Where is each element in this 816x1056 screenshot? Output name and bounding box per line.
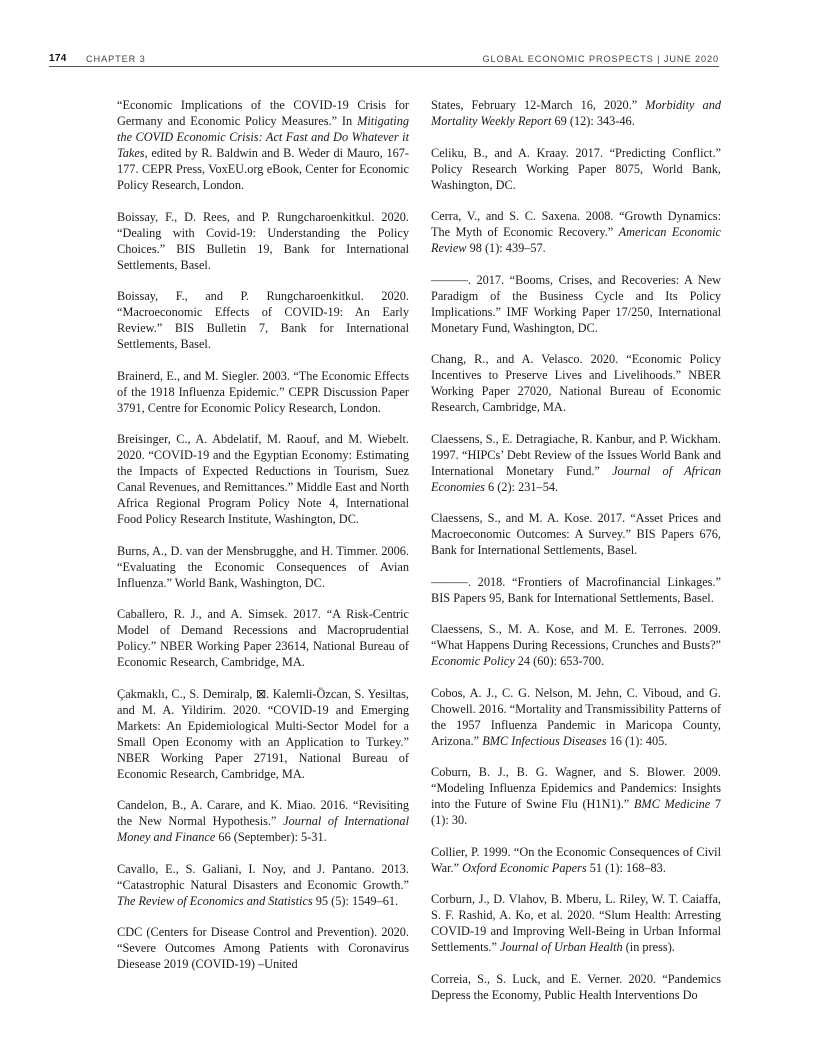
reference-title-italic: Journal of Urban Health [499, 940, 623, 954]
reference-text: 95 (5): 1549–61. [312, 893, 399, 908]
reference-text: Çakmaklı, C., S. Demiralp, ⊠. Kalemli-Özcan, S. Yesiltas, and M. A. Yildirim. 2020. “COVID-19 and Emerging Markets: An Epidemiological Multi-Sector Model for a Small Open Economy with an Application to Turkey.” NBER Working Paper 27191, National Bureau of Economic Research, Cambridge, MA. [117, 686, 409, 781]
reference-text: 98 (1): 439–57. [466, 241, 546, 255]
reference-entry [431, 844, 721, 876]
reference-entry [431, 574, 721, 606]
reference-text: Correia, S., S. Luck, and E. Verner. 2020. “Pandemics Depress the Economy, Public Health Interventions Do [431, 971, 721, 1002]
reference-entry [117, 686, 409, 782]
reference-text: States, February 12-March 16, 2020.” [431, 98, 646, 112]
reference-text: “Economic Implications of the COVID-19 Crisis for Germany and Economic Policy Measures.” In [117, 98, 409, 128]
reference-text: 16 (1): 405. [606, 733, 668, 748]
reference-entry [431, 621, 721, 669]
reference-text: ———. 2018. “Frontiers of Macrofinancial Linkages.” BIS Papers 95, Bank for International Settlements, Basel. [431, 574, 721, 605]
reference-text: Cerra, V., and S. C. Saxena. 2008. “Growth Dynamics: The Myth of Economic Recovery.” [431, 209, 721, 239]
reference-entry [117, 368, 409, 416]
reference-entry [431, 97, 721, 129]
page-number: 174 [49, 53, 67, 64]
reference-title-italic: Oxford Economic Papers [462, 860, 587, 875]
reference-text: Candelon, B., A. Carare, and K. Miao. 2016. “Revisiting the New Normal Hypothesis.” [117, 798, 409, 828]
reference-title-italic: Journal of International Money and Finance [117, 814, 409, 844]
reference-entry [431, 272, 721, 336]
reference-text: 51 (1): 168–83. [586, 860, 666, 875]
reference-entry [117, 924, 409, 972]
reference-title-italic: BMC Infectious Diseases [482, 733, 607, 748]
reference-text: ———. 2017. “Booms, Crises, and Recoveries: A New Paradigm of the Business Cycle and Its Policy Implications.” IMF Working Paper 17/250, International Monetary Fund, Washington, DC. [431, 272, 721, 335]
reference-entry [117, 797, 409, 845]
references-left-column [117, 97, 409, 988]
reference-text: CDC (Centers for Disease Control and Prevention). 2020. “Severe Outcomes Among Patients with Coronavirus Diesease 2019 (COVID-19) –United [117, 925, 409, 971]
reference-entry [431, 510, 721, 558]
reference-title-italic: Morbidity and Mortality Weekly Report [431, 98, 721, 128]
reference-entry [431, 208, 721, 256]
reference-text: 6 (2): 231–54. [484, 479, 559, 494]
reference-entry [431, 145, 721, 193]
reference-entry [117, 431, 409, 527]
reference-entry [117, 209, 409, 273]
reference-text: Boissay, F., and P. Rungcharoenkitkul. 2020. “Macroeconomic Effects of COVID-19: An Early Review.” BIS Bulletin 7, Bank for International Settlements, Basel. [117, 289, 409, 351]
reference-entry [117, 543, 409, 591]
reference-title-italic: BMC Medicine [633, 797, 711, 811]
reference-entry [117, 288, 409, 352]
reference-title-italic: Journal of African Economies [431, 463, 721, 494]
references-right-column [431, 97, 721, 1018]
reference-text: Celiku, B., and A. Kraay. 2017. “Predicting Conflict.” Policy Research Working Paper 8075, World Bank, Washington, DC. [431, 145, 721, 192]
reference-text: Claessens, S., E. Detragiache, R. Kanbur, and P. Wickham. 1997. “HIPCs’ Debt Review of the Issues World Bank and International Monetary Fund.” [431, 431, 721, 478]
chapter-label: CHAPTER 3 [86, 54, 146, 64]
reference-title-italic: The Review of Economics and Statistics [117, 893, 313, 908]
reference-text: (in press). [622, 940, 675, 954]
reference-entry [117, 606, 409, 670]
reference-text: Claessens, S., M. A. Kose, and M. E. Terrones. 2009. “What Happens During Recessions, Crunches and Busts?” [431, 622, 721, 652]
reference-text: Cavallo, E., S. Galiani, I. Noy, and J. Pantano. 2013. “Catastrophic Natural Disasters and Economic Growth.” [117, 861, 409, 892]
reference-entry [117, 97, 409, 193]
reference-text: Burns, A., D. van der Mensbrugghe, and H. Timmer. 2006. “Evaluating the Economic Consequences of Avian Influenza.” World Bank, Washington, DC. [117, 543, 409, 590]
reference-text: 69 (12): 343-46. [551, 114, 635, 128]
header-rule [49, 66, 719, 67]
reference-entry [431, 971, 721, 1003]
reference-text: , edited by R. Baldwin and B. Weder di Mauro, 167-177. CEPR Press, VoxEU.org eBook, Center for Economic Policy Research, London. [117, 146, 409, 192]
running-title: GLOBAL ECONOMIC PROSPECTS | JUNE 2020 [482, 54, 719, 64]
reference-entry [431, 685, 721, 749]
reference-text: Brainerd, E., and M. Siegler. 2003. “The Economic Effects of the 1918 Influenza Epidemic.” CEPR Discussion Paper 3791, Centre for Economic Policy Research, London. [117, 368, 409, 415]
reference-entry [431, 764, 721, 828]
reference-text: 66 (September): 5-31. [215, 830, 327, 844]
reference-title-italic: Mitigating the COVID Economic Crisis: Act Fast and Do Whatever it Takes [117, 114, 409, 160]
reference-title-italic: American Economic Review [431, 225, 721, 255]
reference-text: Caballero, R. J., and A. Simsek. 2017. “A Risk-Centric Model of Demand Recessions and Macroprudential Policy.” NBER Working Paper 23614, National Bureau of Economic Research, Cambridge, MA. [117, 607, 409, 669]
reference-text: Boissay, F., D. Rees, and P. Rungcharoenkitkul. 2020. “Dealing with Covid-19: Understanding the Policy Choices.” BIS Bulletin 19, Bank for International Settlements, Basel. [117, 209, 409, 272]
reference-entry [117, 861, 409, 909]
reference-entry [431, 351, 721, 415]
reference-title-italic: Economic Policy [431, 654, 515, 668]
reference-text: Corburn, J., D. Vlahov, B. Mberu, L. Riley, W. T. Caiaffa, S. F. Rashid, A. Ko, et al. 2020. “Slum Health: Arresting COVID-19 and Improving Well-Being in Urban Informal Settlements.” [431, 892, 721, 954]
reference-text: Breisinger, C., A. Abdelatif, M. Raouf, and M. Wiebelt. 2020. “COVID-19 and the Egyptian Economy: Estimating the Impacts of Expected Reductions in Tourism, Suez Canal Revenues, and Remittances.” Middle East and North Africa Regional Program Policy Note 4, International Food Policy Research Institute, Washington, DC. [117, 432, 409, 526]
reference-text: Claessens, S., and M. A. Kose. 2017. “Asset Prices and Macroeconomic Outcomes: A Survey.” BIS Papers 676, Bank for International Settlements, Basel. [431, 511, 721, 557]
reference-text: Cobos, A. J., C. G. Nelson, M. Jehn, C. Viboud, and G. Chowell. 2016. “Mortality and Transmissibility Patterns of the 1957 Influenza Pandemic in Maricopa County, Arizona.” [431, 685, 721, 748]
reference-text: Collier, P. 1999. “On the Economic Consequences of Civil War.” [431, 844, 721, 875]
reference-text: 7 (1): 30. [431, 797, 722, 827]
reference-entry [431, 431, 721, 495]
reference-text: Chang, R., and A. Velasco. 2020. “Economic Policy Incentives to Preserve Lives and Livelihoods.” NBER Working Paper 27020, National Bureau of Economic Research, Cambridge, MA. [431, 352, 721, 414]
reference-text: Coburn, B. J., B. G. Wagner, and S. Blower. 2009. “Modeling Influenza Epidemics and Pandemics: Insights into the Future of Swine Flu (H1N1).” [431, 765, 721, 811]
reference-entry [431, 891, 721, 955]
reference-text: 24 (60): 653-700. [514, 654, 605, 668]
